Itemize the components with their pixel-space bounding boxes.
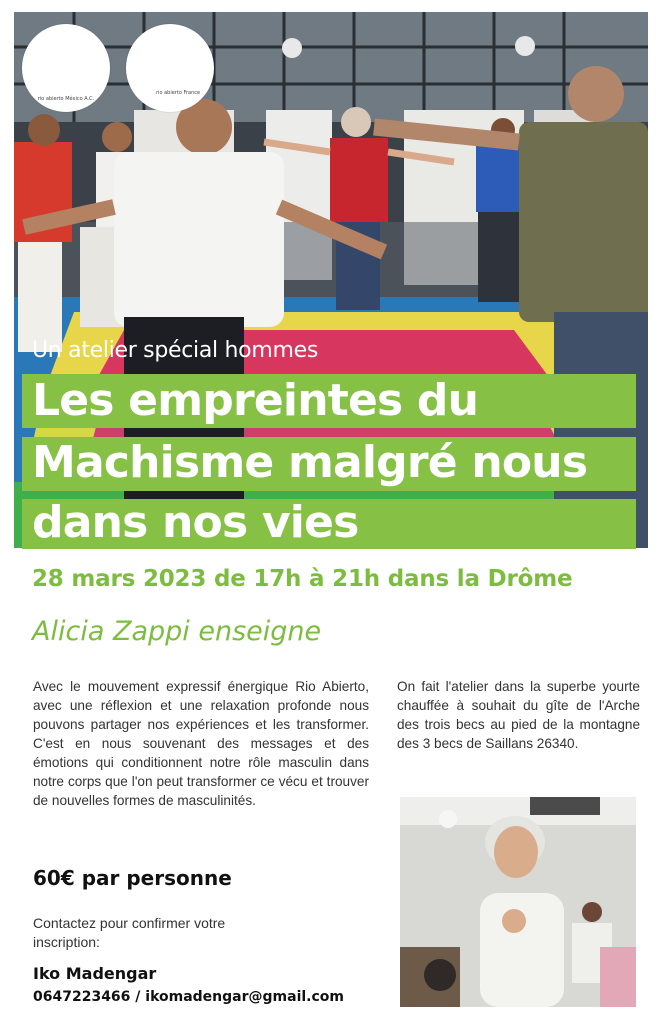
location-text: On fait l'atelier dans la superbe yourte chauffée à souhait du gîte de l'Arche des trois becs au pied de la montagne des 3 becs de Saillans 26340. xyxy=(397,679,640,751)
subtitle: Un atelier spécial hommes xyxy=(32,338,318,363)
title-line-1: Les empreintes du xyxy=(32,375,479,426)
teacher-line: Alicia Zappi enseigne xyxy=(32,616,322,647)
rio-abierto-france-logo xyxy=(126,24,214,112)
contact-prompt: Contactez pour confirmer votre inscription: xyxy=(33,915,226,950)
logo-caption: rio abierto México A.C. xyxy=(37,96,95,102)
event-date: 28 mars 2023 de 17h à 21h dans la Drôme xyxy=(32,566,573,592)
title-line-3: dans nos vies xyxy=(32,497,359,548)
contact-name: Iko Madengar xyxy=(33,964,157,983)
tree-icon xyxy=(126,24,214,112)
rio-abierto-mexico-logo xyxy=(22,24,110,112)
logo-caption: rio abierto France xyxy=(156,90,201,96)
teacher-portrait-photo xyxy=(400,797,636,1007)
portrait-illustration xyxy=(400,797,636,1007)
contact-info: 0647223466 / ikomadengar@gmail.com xyxy=(33,989,344,1005)
title-line-2: Machisme malgré nous xyxy=(32,437,588,488)
price: 60€ par personne xyxy=(33,866,232,890)
description-text: Avec le mouvement expressif énergique Rio Abierto, avec une réflexion et une relaxation profonde nous pouvons partager nos expériences et les transformer. C'est en nous souvenant des messages et des émotions qui conditionnent notre rôle masculin dans notre corps que l'on peut transformer ce vécu et trouver de nouvelles formes de masculinités. xyxy=(33,679,369,808)
